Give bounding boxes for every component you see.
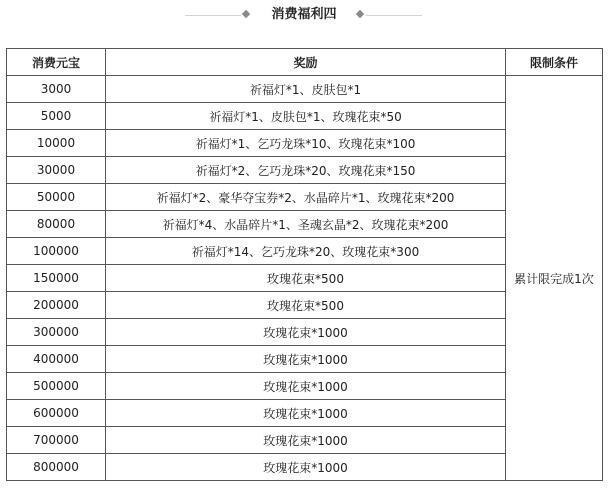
amount-cell: 400000 [7, 346, 106, 373]
header-reward: 奖励 [106, 49, 506, 76]
reward-cell: 祈福灯*2、乞巧龙珠*20、玫瑰花束*150 [106, 157, 506, 184]
reward-cell: 祈福灯*4、水晶碎片*1、圣魂玄晶*2、玫瑰花束*200 [106, 211, 506, 238]
reward-cell: 祈福灯*1、皮肤包*1 [106, 76, 506, 103]
amount-cell: 5000 [7, 103, 106, 130]
header-amount: 消费元宝 [7, 49, 106, 76]
reward-cell: 祈福灯*1、乞巧龙珠*10、玫瑰花束*100 [106, 130, 506, 157]
condition-cell: 累计限完成1次 [506, 76, 603, 481]
reward-cell: 玫瑰花束*1000 [106, 454, 506, 481]
section-title-bar [0, 0, 608, 32]
diamond-icon-right [356, 10, 364, 18]
reward-cell: 祈福灯*1、皮肤包*1、玫瑰花束*50 [106, 103, 506, 130]
reward-cell: 玫瑰花束*500 [106, 292, 506, 319]
table-header-row [7, 49, 603, 76]
table-body [7, 76, 603, 481]
amount-cell: 100000 [7, 238, 106, 265]
amount-cell: 10000 [7, 130, 106, 157]
amount-cell: 600000 [7, 400, 106, 427]
amount-cell: 80000 [7, 211, 106, 238]
amount-cell: 800000 [7, 454, 106, 481]
amount-cell: 700000 [7, 427, 106, 454]
reward-cell: 玫瑰花束*1000 [106, 373, 506, 400]
table-row [7, 76, 603, 103]
amount-cell: 150000 [7, 265, 106, 292]
reward-cell: 玫瑰花束*500 [106, 265, 506, 292]
reward-cell: 玫瑰花束*1000 [106, 319, 506, 346]
reward-cell: 祈福灯*2、豪华夺宝券*2、水晶碎片*1、玫瑰花束*200 [106, 184, 506, 211]
amount-cell: 500000 [7, 373, 106, 400]
reward-cell: 祈福灯*14、乞巧龙珠*20、玫瑰花束*300 [106, 238, 506, 265]
amount-cell: 200000 [7, 292, 106, 319]
title-divider-right [366, 15, 422, 16]
section-title: 消费福利四 [271, 7, 337, 22]
diamond-icon-left [242, 10, 250, 18]
reward-cell: 玫瑰花束*1000 [106, 400, 506, 427]
reward-cell: 玫瑰花束*1000 [106, 427, 506, 454]
reward-cell: 玫瑰花束*1000 [106, 346, 506, 373]
header-condition: 限制条件 [506, 49, 603, 76]
amount-cell: 30000 [7, 157, 106, 184]
amount-cell: 300000 [7, 319, 106, 346]
rewards-table [6, 48, 603, 481]
amount-cell: 3000 [7, 76, 106, 103]
title-divider-left [185, 15, 241, 16]
amount-cell: 50000 [7, 184, 106, 211]
